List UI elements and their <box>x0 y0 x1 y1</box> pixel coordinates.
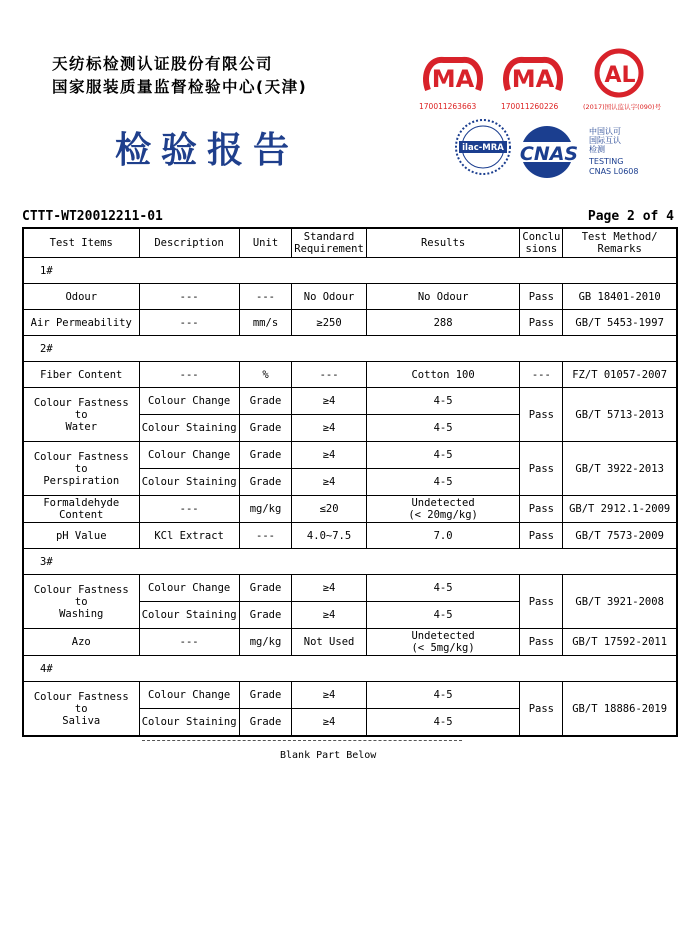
cell-concl: Pass <box>520 496 563 523</box>
cell-concl: --- <box>520 362 563 388</box>
cell-std: ≤20 <box>292 496 367 523</box>
table-header-row <box>23 228 677 258</box>
cell-concl: Pass <box>520 523 563 549</box>
svg-text:AL: AL <box>604 63 636 88</box>
cell-desc: Colour Staining <box>139 469 239 496</box>
header-results: Results <box>366 228 520 258</box>
sample-group-row <box>23 258 677 284</box>
page-number: Page 2 of 4 <box>587 209 674 224</box>
cell-item <box>23 388 139 442</box>
cell-concl: Pass <box>520 682 563 737</box>
table-row <box>23 575 677 602</box>
header-conclusions-l1: Conclu <box>522 231 561 243</box>
cell-method: GB/T 3921-2008 <box>563 575 677 629</box>
header-conclusions-l2: sions <box>525 243 558 255</box>
cell-item: Fiber Content <box>23 362 139 388</box>
report-title: 检验报告 <box>115 129 300 171</box>
cell-desc: Colour Change <box>139 682 239 709</box>
cell-method: FZ/T 01057-2007 <box>563 362 677 388</box>
cell-item-l1: Colour Fastness to <box>33 690 129 715</box>
header-unit: Unit <box>239 228 292 258</box>
cell-result: 288 <box>366 310 520 336</box>
cell-std: --- <box>292 362 367 388</box>
cell-desc: KCl Extract <box>139 523 239 549</box>
cell-std: ≥4 <box>292 415 367 442</box>
cell-desc: Colour Staining <box>139 602 239 629</box>
table-row <box>23 496 677 523</box>
cell-unit: Grade <box>239 602 292 629</box>
blank-divider <box>142 740 462 741</box>
report-number: CTTT-WT20012211-01 <box>22 209 163 224</box>
cell-result: 7.0 <box>366 523 520 549</box>
cell-concl: Pass <box>520 284 563 310</box>
cell-unit: Grade <box>239 442 292 469</box>
cell-item-l1: Colour Fastness to <box>33 583 129 608</box>
cell-result-l1: Undetected <box>411 630 475 642</box>
cell-desc: --- <box>139 362 239 388</box>
cell-std: ≥4 <box>292 682 367 709</box>
cell-unit: mm/s <box>239 310 292 336</box>
sample-label: 2# <box>23 336 677 362</box>
cell-result: 4-5 <box>366 602 520 629</box>
cell-std: ≥4 <box>292 602 367 629</box>
cell-desc: Colour Change <box>139 388 239 415</box>
svg-text:MA: MA <box>431 65 475 93</box>
cell-desc: --- <box>139 284 239 310</box>
cell-concl: Pass <box>520 442 563 496</box>
cell-item <box>23 442 139 496</box>
cell-result-l2: (< 20mg/kg) <box>408 509 478 521</box>
cell-unit: Grade <box>239 682 292 709</box>
cell-unit: % <box>239 362 292 388</box>
cell-result: 4-5 <box>366 469 520 496</box>
cell-item: Air Permeability <box>23 310 139 336</box>
cell-method: GB/T 2912.1-2009 <box>563 496 677 523</box>
cnas-logo <box>517 124 587 180</box>
cell-unit: mg/kg <box>239 496 292 523</box>
cell-item-l1: Formaldehyde <box>43 497 120 509</box>
cell-item: Azo <box>23 629 139 656</box>
cell-concl: Pass <box>520 388 563 442</box>
cell-item-l2: Saliva <box>62 714 101 727</box>
test-results-table <box>22 227 678 737</box>
ilac-mra-logo <box>453 117 513 177</box>
svg-text:MA: MA <box>511 65 555 93</box>
cell-method: GB/T 3922-2013 <box>563 442 677 496</box>
cell-std: 4.0~7.5 <box>292 523 367 549</box>
cell-item <box>23 496 139 523</box>
table-row <box>23 629 677 656</box>
cell-unit: Grade <box>239 415 292 442</box>
sample-label: 3# <box>23 549 677 575</box>
table-row <box>23 682 677 709</box>
table-row <box>23 362 677 388</box>
cell-desc: Colour Change <box>139 575 239 602</box>
cell-concl: Pass <box>520 629 563 656</box>
cell-item-l1: Colour Fastness to <box>33 396 129 421</box>
cell-unit: Grade <box>239 709 292 737</box>
cell-result: 4-5 <box>366 415 520 442</box>
cma-code-2: 170011260226 <box>501 102 559 111</box>
cell-std: ≥4 <box>292 442 367 469</box>
table-row <box>23 523 677 549</box>
cell-unit: Grade <box>239 388 292 415</box>
company-name: 天纺标检测认证股份有限公司 <box>52 55 274 73</box>
cell-desc: --- <box>139 629 239 656</box>
cell-std: ≥250 <box>292 310 367 336</box>
cell-item <box>23 575 139 629</box>
table-row <box>23 284 677 310</box>
cell-unit: --- <box>239 523 292 549</box>
cell-desc: Colour Staining <box>139 709 239 737</box>
header-test-items: Test Items <box>23 228 139 258</box>
cell-result: 4-5 <box>366 442 520 469</box>
cell-unit: --- <box>239 284 292 310</box>
cell-concl: Pass <box>520 310 563 336</box>
cell-result-l2: (< 5mg/kg) <box>411 642 475 654</box>
header-standard-l2: Requirement <box>294 243 364 255</box>
cell-result: 4-5 <box>366 388 520 415</box>
cell-item-l2: Perspiration <box>43 474 120 487</box>
header-method-l1: Test Method/ <box>581 231 658 243</box>
cell-result <box>366 629 520 656</box>
cell-desc: --- <box>139 496 239 523</box>
header-description: Description <box>139 228 239 258</box>
sample-label: 1# <box>23 258 677 284</box>
center-name: 国家服装质量监督检验中心(天津) <box>52 78 308 96</box>
header-method <box>563 228 677 258</box>
blank-part-note: Blank Part Below <box>280 750 377 761</box>
cell-concl: Pass <box>520 575 563 629</box>
svg-text:ilac-MRA: ilac-MRA <box>462 143 504 153</box>
cnas-en-text: TESTING CNAS L0608 <box>589 157 639 176</box>
header-conclusions <box>520 228 563 258</box>
sample-group-row <box>23 336 677 362</box>
cell-unit: Grade <box>239 469 292 496</box>
table-row <box>23 442 677 469</box>
cell-method: GB/T 18886-2019 <box>563 682 677 737</box>
cell-result: Cotton 100 <box>366 362 520 388</box>
cell-std: No Odour <box>292 284 367 310</box>
cell-std: ≥4 <box>292 469 367 496</box>
svg-text:CNAS: CNAS <box>519 143 579 165</box>
cell-result-l1: Undetected <box>411 497 475 509</box>
cell-item-l2: Content <box>59 509 104 521</box>
cma-logo-2 <box>502 54 564 96</box>
cell-method: GB/T 5453-1997 <box>563 310 677 336</box>
table-row <box>23 388 677 415</box>
cell-result <box>366 496 520 523</box>
cell-result: 4-5 <box>366 575 520 602</box>
header-method-l2: Remarks <box>597 243 642 255</box>
cal-code: (2017)国认监认字(090)号 <box>583 103 662 111</box>
cell-method: GB/T 17592-2011 <box>563 629 677 656</box>
cma-logo-1 <box>422 54 484 96</box>
cell-item: Odour <box>23 284 139 310</box>
cell-item-l2: Water <box>65 420 98 433</box>
sample-group-row <box>23 656 677 682</box>
cell-result: No Odour <box>366 284 520 310</box>
cell-unit: Grade <box>239 575 292 602</box>
cell-method: GB/T 5713-2013 <box>563 388 677 442</box>
cell-result: 4-5 <box>366 682 520 709</box>
cell-std: ≥4 <box>292 388 367 415</box>
cell-item-l2: Washing <box>59 607 104 620</box>
cell-desc: --- <box>139 310 239 336</box>
cnas-cn-text: 中国认可 国际互认 检测 <box>589 127 621 154</box>
sample-group-row <box>23 549 677 575</box>
header-standard <box>292 228 367 258</box>
cell-desc: Colour Change <box>139 442 239 469</box>
cell-method: GB/T 7573-2009 <box>563 523 677 549</box>
table-row <box>23 310 677 336</box>
cell-std: ≥4 <box>292 575 367 602</box>
cell-desc: Colour Staining <box>139 415 239 442</box>
cal-logo <box>592 48 646 98</box>
cell-item <box>23 682 139 737</box>
cell-item-l1: Colour Fastness to <box>33 450 129 475</box>
header-standard-l1: Standard <box>303 231 355 243</box>
cell-unit: mg/kg <box>239 629 292 656</box>
cell-result: 4-5 <box>366 709 520 737</box>
cell-std: ≥4 <box>292 709 367 737</box>
cell-std: Not Used <box>292 629 367 656</box>
cma-code-1: 170011263663 <box>419 102 477 111</box>
sample-label: 4# <box>23 656 677 682</box>
cell-item: pH Value <box>23 523 139 549</box>
cell-method: GB 18401-2010 <box>563 284 677 310</box>
